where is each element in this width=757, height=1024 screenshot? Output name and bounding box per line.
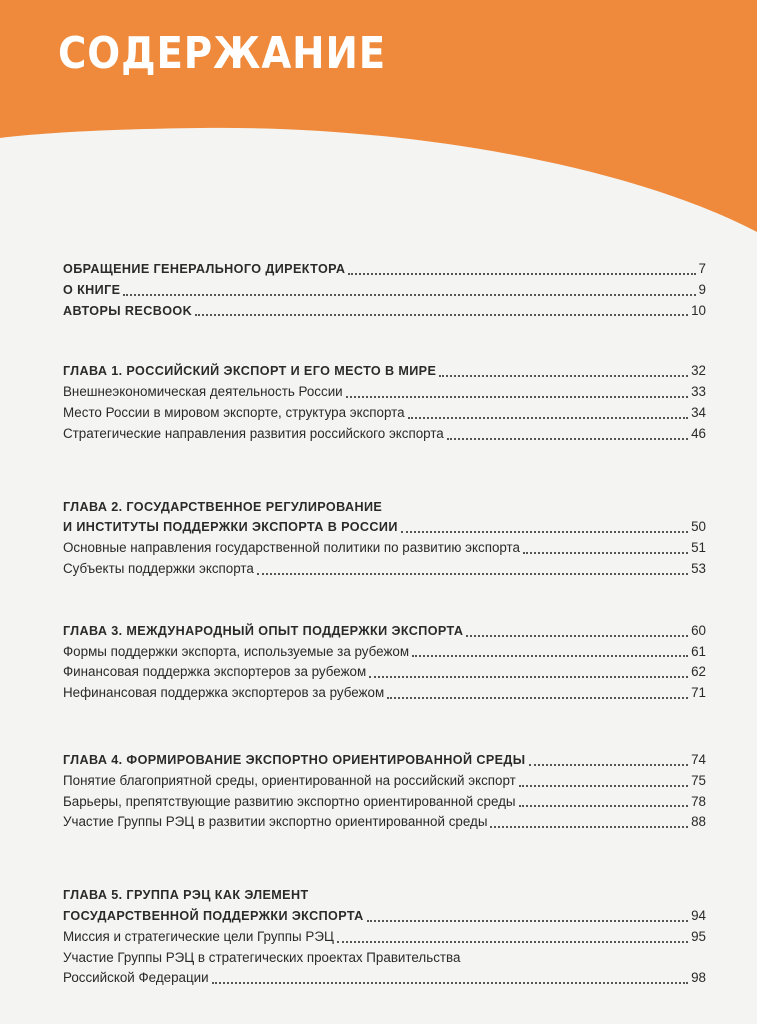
chapter-section — [63, 361, 706, 444]
dot-leader — [490, 826, 688, 828]
chapter-heading[interactable] — [63, 517, 706, 538]
entry-label: Барьеры, препятствующие развитию экспортно ориентированной среды — [63, 793, 516, 809]
dot-leader — [346, 396, 688, 398]
entry-label: Нефинансовая поддержка экспортеров за рубежом — [63, 685, 385, 701]
chapter-heading[interactable] — [63, 361, 706, 382]
entry-label: Стратегические направления развития российского экспорта — [63, 425, 444, 441]
entry-label: Формы поддержки экспорта, используемые за рубежом — [63, 643, 410, 659]
front-matter-entry[interactable] — [63, 280, 706, 301]
page-number: 7 — [698, 261, 706, 276]
front-matter-entry[interactable] — [63, 301, 706, 322]
page-number: 9 — [698, 281, 706, 297]
dot-leader — [523, 552, 688, 554]
table-of-contents — [63, 259, 706, 989]
dot-leader — [529, 764, 689, 766]
chapter-section — [63, 497, 706, 580]
page-number: 78 — [691, 793, 706, 809]
page-number: 62 — [691, 664, 706, 680]
entry-label: Основные направления государственной политики по развитию экспорта — [63, 540, 520, 556]
page-number: 53 — [691, 560, 706, 576]
page-number: 71 — [691, 685, 706, 701]
subsection-entry[interactable] — [63, 927, 706, 948]
subsection-entry[interactable] — [63, 968, 706, 989]
subsection-entry[interactable] — [63, 812, 706, 833]
subsection-entry[interactable] — [63, 382, 706, 403]
page-number: 61 — [691, 643, 706, 659]
page-number: 98 — [691, 970, 706, 986]
page-number: 88 — [691, 814, 706, 830]
entry-label: Финансовая поддержка экспортеров за рубежом — [63, 664, 367, 680]
dot-leader — [123, 294, 695, 296]
entry-label: И ИНСТИТУТЫ ПОДДЕРЖКИ ЭКСПОРТА В РОССИИ — [63, 520, 398, 535]
subsection-entry[interactable] — [63, 683, 706, 704]
page-number: 95 — [691, 928, 706, 944]
page-number: 32 — [691, 363, 706, 379]
chapter-title-line: ГЛАВА 2. ГОСУДАРСТВЕННОЕ РЕГУЛИРОВАНИЕ — [63, 499, 383, 514]
page-title: СОДЕРЖАНИЕ — [58, 28, 387, 79]
entry-label: Внешнеэкономическая деятельность России — [63, 384, 343, 400]
chapter-heading[interactable] — [63, 621, 706, 642]
dot-leader — [195, 314, 688, 316]
subsection-entry[interactable] — [63, 538, 706, 559]
dot-leader — [369, 676, 688, 678]
dot-leader — [466, 635, 688, 637]
entry-label: ГЛАВА 1. РОССИЙСКИЙ ЭКСПОРТ И ЕГО МЕСТО В МИРЕ — [63, 364, 437, 379]
dot-leader — [519, 805, 689, 807]
entry-label: Место России в мировом экспорте, структура экспорта — [63, 404, 405, 420]
page-number: 94 — [691, 907, 706, 923]
entry-label: Субъекты поддержки экспорта — [63, 560, 254, 576]
dot-leader — [348, 273, 695, 275]
chapter-heading[interactable] — [63, 906, 706, 927]
entry-label: ГЛАВА 3. МЕЖДУНАРОДНЫЙ ОПЫТ ПОДДЕРЖКИ ЭКСПОРТА — [63, 623, 464, 638]
dot-leader — [401, 531, 688, 533]
subsection-entry[interactable] — [63, 662, 706, 683]
page-number: 50 — [691, 519, 706, 535]
entry-label: АВТОРЫ RECBOOK — [63, 303, 193, 318]
dot-leader — [212, 982, 688, 984]
page-number: 74 — [691, 751, 706, 767]
front-matter-entry[interactable] — [63, 259, 706, 280]
entry-label: Участие Группы РЭЦ в развитии экспортно ориентированной среды — [63, 814, 488, 830]
page-number: 75 — [691, 772, 706, 788]
dot-leader — [337, 941, 688, 943]
page-number: 10 — [691, 302, 706, 318]
dot-leader — [367, 920, 688, 922]
entry-label: Российской Федерации — [63, 970, 209, 986]
chapter-title-line: ГЛАВА 5. ГРУППА РЭЦ КАК ЭЛЕМЕНТ — [63, 888, 309, 903]
entry-label: О КНИГЕ — [63, 282, 121, 297]
chapter-heading[interactable] — [63, 750, 706, 771]
subsection-entry[interactable] — [63, 559, 706, 580]
subsection-entry[interactable] — [63, 424, 706, 445]
subsection-entry[interactable] — [63, 403, 706, 424]
dot-leader — [387, 697, 688, 699]
subsection-entry[interactable] — [63, 771, 706, 792]
entry-label: ОБРАЩЕНИЕ ГЕНЕРАЛЬНОГО ДИРЕКТОРА — [63, 262, 346, 276]
page-number: 34 — [691, 404, 706, 420]
subsection-entry[interactable] — [63, 642, 706, 663]
page-number: 33 — [691, 384, 706, 400]
dot-leader — [439, 375, 688, 377]
dot-leader — [257, 573, 688, 575]
subsection-entry[interactable] — [63, 792, 706, 813]
chapter-section — [63, 621, 706, 704]
entry-label: Миссия и стратегические цели Группы РЭЦ — [63, 928, 334, 944]
dot-leader — [447, 438, 688, 440]
entry-label: ГЛАВА 4. ФОРМИРОВАНИЕ ЭКСПОРТНО ОРИЕНТИРОВАННОЙ СРЕДЫ — [63, 752, 526, 767]
front-matter-section — [63, 259, 706, 321]
dot-leader — [519, 785, 688, 787]
page-number: 60 — [691, 622, 706, 638]
entry-label: Понятие благоприятной среды, ориентированной на российский экспорт — [63, 772, 516, 788]
entry-label: ГОСУДАРСТВЕННОЙ ПОДДЕРЖКИ ЭКСПОРТА — [63, 908, 364, 923]
dot-leader — [408, 417, 689, 419]
dot-leader — [412, 655, 688, 657]
page-number: 51 — [691, 540, 706, 556]
subsection-line: Участие Группы РЭЦ в стратегических проектах Правительства — [63, 949, 461, 965]
page-number: 46 — [691, 425, 706, 441]
chapter-section — [63, 885, 706, 989]
chapter-section — [63, 750, 706, 833]
